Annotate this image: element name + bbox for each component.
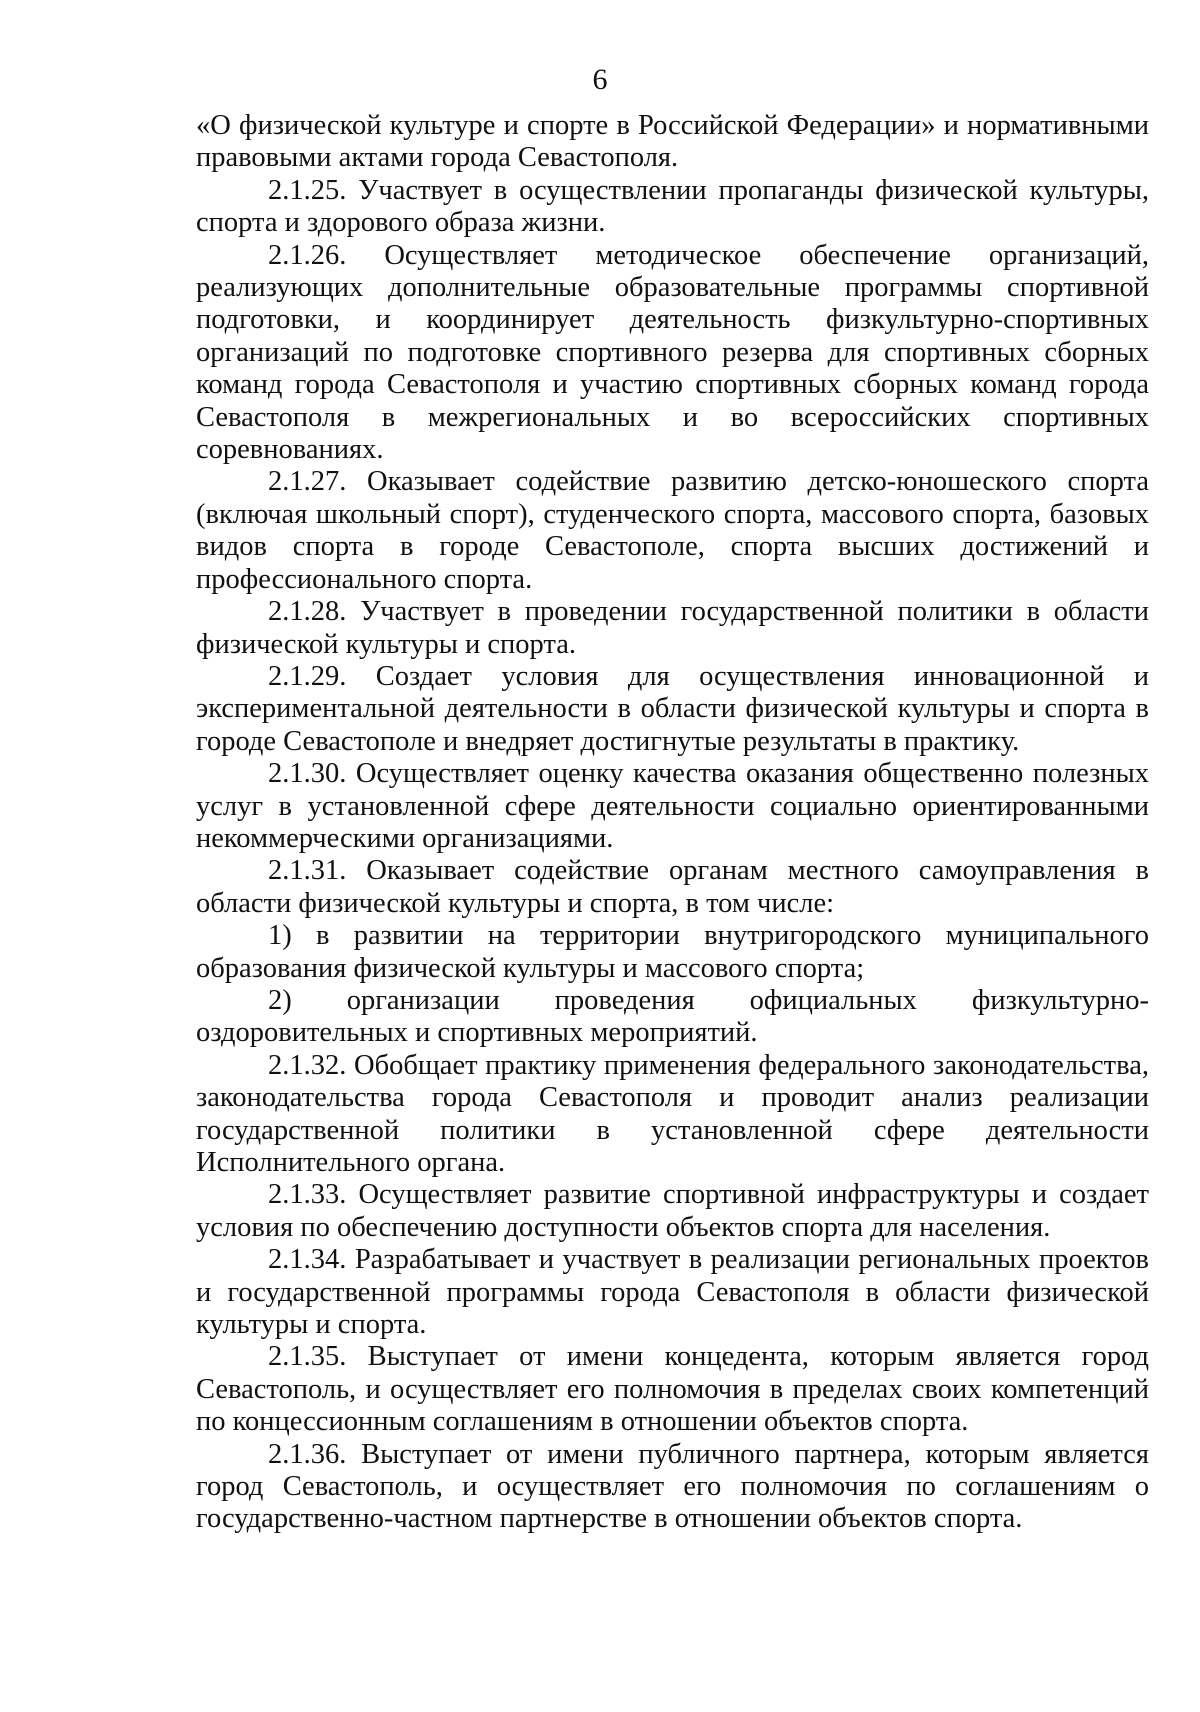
paragraph-2-1-29: 2.1.29. Создает условия для осуществления инновационной и экспериментальной деятельности в области физической культуры и спорта в городе Севастополе и внедряет достигнутые результаты в практику. <box>196 660 1149 757</box>
paragraph-2-1-28: 2.1.28. Участвует в проведении государственной политики в области физической культуры и спорта. <box>196 596 1149 660</box>
paragraph-2-1-35: 2.1.35. Выступает от имени концедента, которым является город Севастополь, и осуществляет его полномочия в пределах своих компетенций по концессионным соглашениям в отношении объектов спорта. <box>196 1341 1149 1438</box>
list-item-1: 1) в развитии на территории внутригородского муниципального образования физической культуры и массового спорта; <box>196 920 1149 984</box>
paragraph-2-1-32: 2.1.32. Обобщает практику применения федерального законодательства, законодательства города Севастополя и проводит анализ реализации государственной политики в установленной сфере деятельности Исполнительного органа. <box>196 1049 1149 1178</box>
paragraph-continuation: «О физической культуре и спорте в Российской Федерации» и нормативными правовыми актами города Севастополя. <box>196 110 1149 174</box>
page-number: 6 <box>592 63 608 96</box>
paragraph-2-1-27: 2.1.27. Оказывает содействие развитию детско-юношеского спорта (включая школьный спорт), студенческого спорта, массового спорта, базовых видов спорта в городе Севастополе, спорта высших достижений и профессионального спорта. <box>196 466 1149 595</box>
paragraph-2-1-30: 2.1.30. Осуществляет оценку качества оказания общественно полезных услуг в установленной сфере деятельности социально ориентированными некоммерческими организациями. <box>196 758 1149 854</box>
paragraph-2-1-33: 2.1.33. Осуществляет развитие спортивной инфраструктуры и создает условия по обеспечению доступности объектов спорта для населения. <box>196 1179 1149 1243</box>
paragraph-2-1-34: 2.1.34. Разрабатывает и участвует в реализации региональных проектов и государственной программы города Севастополя в области физической культуры и спорта. <box>196 1244 1149 1341</box>
document-body <box>196 110 1149 1536</box>
paragraph-2-1-31: 2.1.31. Оказывает содействие органам местного самоуправления в области физической культуры и спорта, в том числе: <box>196 855 1149 919</box>
paragraph-2-1-36: 2.1.36. Выступает от имени публичного партнера, которым является город Севастополь, и осуществляет его полномочия по соглашениям о государственно-частном партнерстве в отношении объектов спорта. <box>196 1438 1149 1535</box>
paragraph-2-1-25: 2.1.25. Участвует в осуществлении пропаганды физической культуры, спорта и здорового образа жизни. <box>196 174 1149 239</box>
paragraph-2-1-26: 2.1.26. Осуществляет методическое обеспечение организаций, реализующих дополнительные образовательные программы спортивной подготовки, и координирует деятельность физкультурно-спортивных организаций по подготовке спортивного резерва для спортивных сборных команд города Севастополя и участию спортивных сборных команд города Севастополя в межрегиональных и во всероссийских спортивных соревнованиях. <box>196 239 1149 466</box>
list-item-2: 2) организации проведения официальных физкультурно-оздоровительных и спортивных мероприятий. <box>196 984 1149 1049</box>
